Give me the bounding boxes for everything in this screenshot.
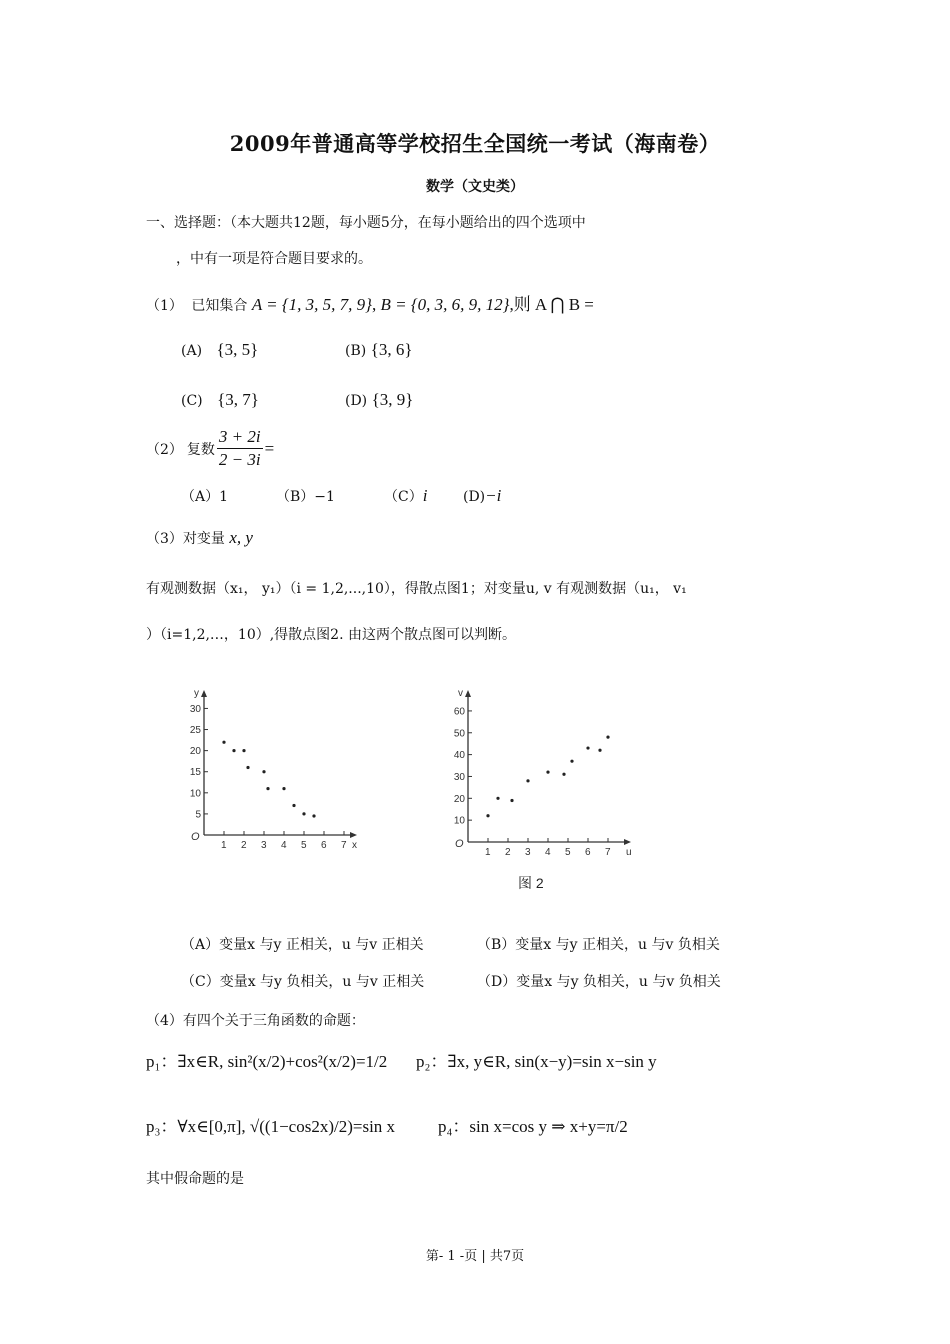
q2-option-d-label: (D) [463, 489, 486, 505]
data-point [606, 736, 609, 739]
q2-equals: = [264, 438, 275, 458]
q1-option-a-value: {3, 5} [216, 340, 259, 359]
q1-option-d [345, 390, 413, 410]
y-tick-label: 60 [453, 706, 465, 718]
q1-option-d-label: (D) [345, 393, 368, 409]
x-tick-label: 1 [221, 840, 227, 851]
scatter-plot-2 [438, 690, 638, 900]
x-tick-label: 1 [485, 847, 491, 858]
q3-option-a: （A）变量x 与y 正相关，u 与v 正相关 [181, 937, 424, 953]
q4-proposition-p1: p₁：∃x∈R, sin²(x/2)+cos²(x/2)=1/2 [146, 1052, 388, 1071]
page-subtitle: 数学（文史类） [426, 179, 524, 195]
data-point [510, 799, 513, 802]
page-title: 2009年普通高等学校招生全国统一考试（海南卷） [229, 131, 721, 156]
y-tick-label: 30 [453, 771, 465, 783]
q1-option-c-value: {3, 7} [217, 390, 259, 409]
data-point [266, 787, 269, 790]
q2-number: （2） [146, 441, 183, 458]
q4-stem [146, 1010, 365, 1030]
q1-option-b-label: (B) [345, 343, 367, 359]
section-intro-line2: ，中有一项是符合题目要求的。 [176, 251, 372, 267]
q3-option-c: （C）变量x 与y 负相关，u 与v 正相关 [181, 974, 425, 990]
q3-line2: 有观测数据（x₁， y₁）（i = 1,2,...,10），得散点图1；对变量u, v 有观测数据（u₁， v₁ [146, 581, 687, 597]
data-point [222, 741, 225, 744]
y-tick-label: 10 [453, 815, 465, 827]
q4-number: （4） [146, 1013, 183, 1029]
x-axis-arrow [350, 832, 357, 838]
q2-option-a: （A）1 [181, 489, 229, 505]
q4-text: 有四个关于三角函数的命题： [182, 1013, 365, 1029]
y-axis-arrow [465, 690, 471, 697]
data-point [486, 814, 489, 817]
q3-line3: ）（i=1,2,…，10）,得散点图2. 由这两个散点图可以判断。 [146, 627, 516, 643]
data-point [570, 760, 573, 763]
scatter-plot-1 [176, 690, 376, 865]
y-tick-label: 40 [453, 750, 465, 762]
data-point [242, 749, 245, 752]
q1-option-c [181, 390, 259, 410]
q2-option-c [384, 486, 427, 506]
x-axis-label: x [352, 840, 357, 851]
q3-text: 对变量 [182, 531, 225, 547]
y-tick-label: 15 [189, 767, 201, 779]
q1-set-b: B = {0, 3, 6, 9, 12} [380, 295, 510, 314]
q1-text: 已知集合 [191, 298, 248, 314]
x-tick-label: 6 [321, 840, 327, 851]
x-tick-label: 4 [545, 847, 551, 858]
q2-option-c-value: i [422, 486, 428, 505]
q2-option-d-value: −i [485, 486, 502, 505]
x-tick-label: 3 [261, 840, 267, 851]
q3-number: （3） [146, 531, 183, 547]
data-point [246, 766, 249, 769]
q2-denominator: 2 − 3i [218, 450, 261, 469]
figure-caption: 图 2 [518, 875, 544, 891]
origin-label: O [191, 831, 200, 843]
q2-option-c-label: （C） [384, 489, 423, 505]
y-tick-label: 25 [189, 725, 201, 737]
x-tick-label: 2 [505, 847, 511, 858]
q1-option-d-value: {3, 9} [371, 390, 414, 409]
x-tick-label: 6 [585, 847, 591, 858]
y-tick-label: 50 [453, 728, 465, 740]
q1-option-b-value: {3, 6} [370, 340, 413, 359]
q1-tail: ,则 A ⋂ B = [509, 295, 594, 314]
data-point [282, 787, 285, 790]
y-tick-label: 20 [189, 746, 201, 758]
data-point [496, 797, 499, 800]
y-tick-label: 10 [189, 788, 201, 800]
q2-numerator: 3 + 2i [217, 426, 263, 449]
x-tick-label: 7 [341, 840, 347, 851]
q2-option-d [463, 486, 501, 506]
q1-option-a [181, 340, 258, 360]
x-axis-arrow [624, 839, 631, 845]
data-point [586, 746, 589, 749]
q1-option-c-label: (C) [181, 393, 203, 409]
q3-option-d: （D）变量x 与y 负相关，u 与v 负相关 [477, 974, 721, 990]
q1-stem: （1） 已知集合 A = {1, 3, 5, 7, 9}, B = {0, 3, 6, 9, 12},则 A ⋂ B = [146, 295, 594, 314]
data-point [546, 770, 549, 773]
q4-proposition-p4: p₄：sin x=cos y ⇒ x+y=π/2 [438, 1117, 628, 1136]
y-axis-label: v [458, 690, 463, 699]
q1-option-b [345, 340, 413, 360]
q3-vars: x, y [229, 528, 253, 547]
q4-proposition-p3: p₃：∀x∈[0,π], √((1−cos2x)/2)=sin x [146, 1117, 396, 1136]
q3-stem [146, 528, 253, 548]
x-tick-label: 5 [565, 847, 571, 858]
q1-number: （1） [146, 298, 183, 314]
x-tick-label: 5 [301, 840, 307, 851]
data-point [526, 779, 529, 782]
y-tick-label: 20 [453, 793, 465, 805]
origin-label: O [455, 838, 464, 850]
x-tick-label: 4 [281, 840, 287, 851]
x-tick-label: 3 [525, 847, 531, 858]
x-axis-label: u [626, 847, 632, 858]
page-footer: 第- 1 -页 | 共7页 [425, 1249, 525, 1264]
q2-text: 复数 [186, 441, 215, 458]
q2-stem [146, 426, 274, 471]
data-point [562, 773, 565, 776]
y-tick-label: 30 [189, 703, 201, 715]
data-point [302, 812, 305, 815]
q4-tail: 其中假命题的是 [146, 1171, 244, 1187]
data-point [262, 770, 265, 773]
data-point [598, 749, 601, 752]
q2-fraction [217, 426, 263, 471]
y-axis-arrow [201, 690, 207, 697]
data-point [232, 749, 235, 752]
data-point [292, 804, 295, 807]
q1-option-a-label: (A) [181, 343, 203, 359]
section-intro-line1: 一、选择题：（本大题共12题，每小题5分，在每小题给出的四个选项中 [146, 215, 586, 231]
y-axis-label: y [194, 690, 199, 699]
x-tick-label: 7 [605, 847, 611, 858]
y-tick-label: 5 [195, 809, 201, 821]
data-point [312, 814, 315, 817]
q1-set-a: A = {1, 3, 5, 7, 9} [251, 295, 372, 314]
q3-option-b: （B）变量x 与y 正相关，u 与v 负相关 [477, 937, 720, 953]
q4-proposition-p2: p₂：∃x, y∈R, sin(x−y)=sin x−sin y [416, 1052, 657, 1071]
x-tick-label: 2 [241, 840, 247, 851]
q2-option-b: （B）−1 [276, 489, 335, 505]
